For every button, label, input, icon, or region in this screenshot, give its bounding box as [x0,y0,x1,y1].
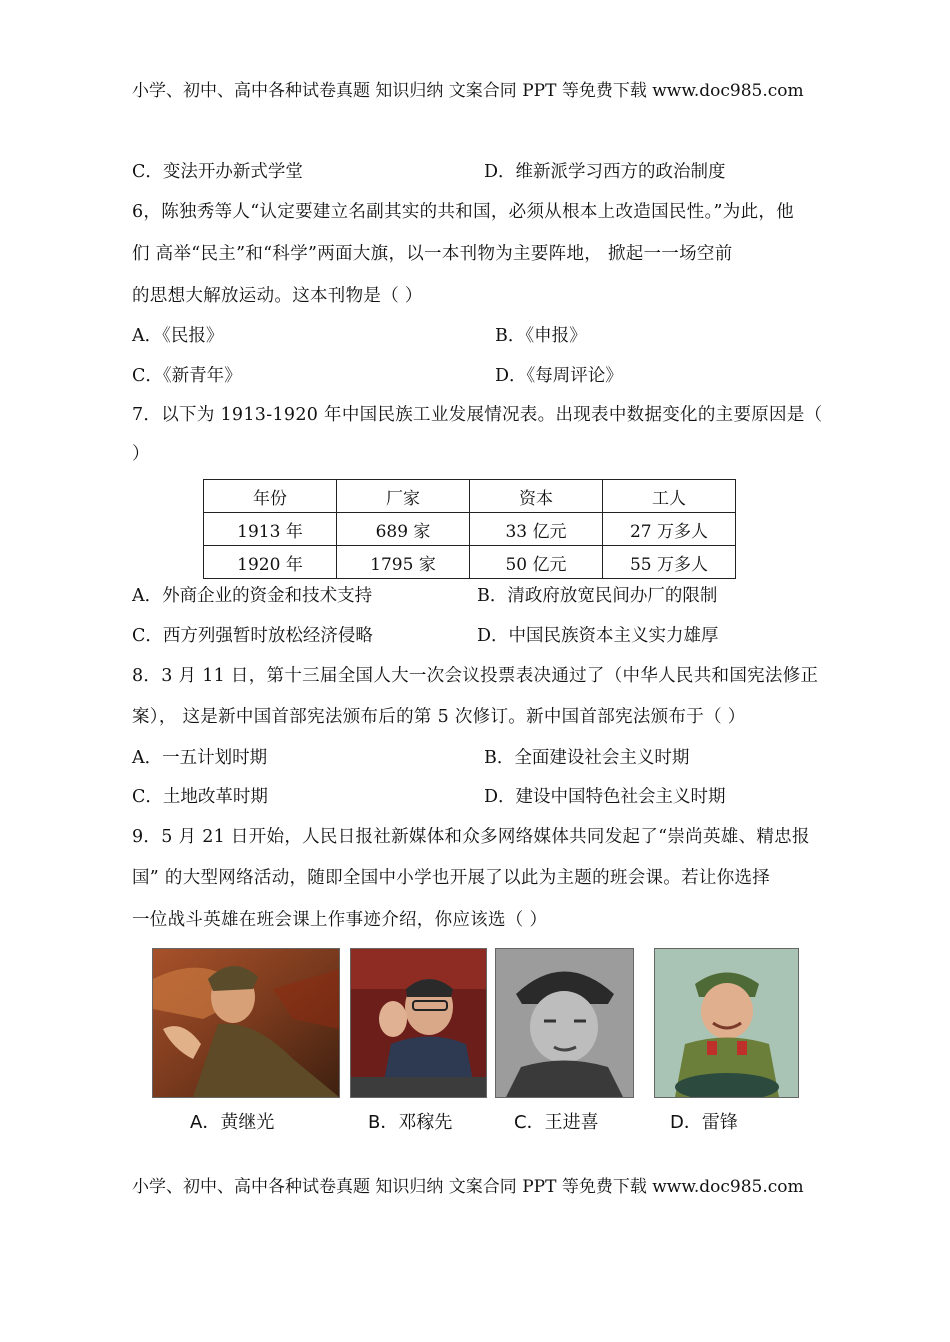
hero-photo-a [152,948,340,1098]
q9-stem-line-3: 一位战斗英雄在班会课上作事迹介绍，你应该选（ ） [132,910,548,930]
q8-option-d: D．建设中国特色社会主义时期 [484,787,726,807]
q8-option-b: B．全面建设社会主义时期 [484,748,690,768]
industry-table [203,479,736,579]
table-header-cell: 厂家 [337,480,470,513]
q8-stem-line-1: 8．3 月 11 日，第十三届全国人大一次会议投票表决通过了（中华人民共和国宪法修正 [132,666,819,686]
photo-caption-c: C．王进喜 [514,1112,599,1133]
q8-option-c: C．土地改革时期 [132,787,268,807]
hero-photo-b [350,948,487,1098]
table-cell: 27 万多人 [603,513,736,546]
q9-stem-line-1: 9．5 月 21 日开始，人民日报社新媒体和众多网络媒体共同发起了“崇尚英雄、精忠报 [132,827,810,847]
table-header-cell: 年份 [204,480,337,513]
q6-option-b: B．《申报》 [495,326,587,346]
table-cell: 1795 家 [337,546,470,579]
table-header-cell: 资本 [470,480,603,513]
table-row [204,546,736,579]
table-header-cell: 工人 [603,480,736,513]
q8-option-a: A．一五计划时期 [132,748,268,768]
photo-caption-d: D．雷锋 [670,1112,738,1133]
q7-option-c: C．西方列强暂时放松经济侵略 [132,626,373,646]
q7-stem-line-2: ） [132,444,150,464]
photo-caption-b: B．邓稼先 [368,1112,453,1133]
photo-caption-a: A．黄继光 [190,1112,275,1133]
q7-option-a: A．外商企业的资金和技术支持 [132,586,373,606]
q6-stem-line-1: 6，陈独秀等人“认定要建立名副其实的共和国，必须从根本上改造国民性。”为此，他 [132,202,794,222]
q9-stem-line-2: 国” 的大型网络活动，随即全国中小学也开展了以此为主题的班会课。若让你选择 [132,868,771,888]
q5-option-c: C．变法开办新式学堂 [132,162,303,182]
table-cell: 1920 年 [204,546,337,579]
q7-stem-line-1: 7．以下为 1913-1920 年中国民族工业发展情况表。出现表中数据变化的主要原因是（ [132,405,823,425]
q7-option-b: B．清政府放宽民间办厂的限制 [477,586,718,606]
q6-stem-line-2: 们 高举“民主”和“科学”两面大旗，以一本刊物为主要阵地， 掀起一一场空前 [132,244,733,264]
table-row [204,513,736,546]
page-header: 小学、初中、高中各种试卷真题 知识归纳 文案合同 PPT 等免费下载 www.doc985.com [132,81,804,101]
hero-photo-d [654,948,799,1098]
q6-option-c: C．《新青年》 [132,366,242,386]
table-header-row [204,480,736,513]
q6-stem-line-3: 的思想大解放运动。这本刊物是（ ） [132,286,423,306]
table-cell: 50 亿元 [470,546,603,579]
table-cell: 1913 年 [204,513,337,546]
q7-option-d: D．中国民族资本主义实力雄厚 [477,626,719,646]
q5-option-d: D．维新派学习西方的政治制度 [484,162,726,182]
table-cell: 689 家 [337,513,470,546]
page-footer: 小学、初中、高中各种试卷真题 知识归纳 文案合同 PPT 等免费下载 www.doc985.com [132,1177,804,1197]
q6-option-a: A．《民报》 [132,326,224,346]
table-cell: 55 万多人 [603,546,736,579]
table-cell: 33 亿元 [470,513,603,546]
q6-option-d: D．《每周评论》 [495,366,623,386]
q8-stem-line-2: 案）， 这是新中国首部宪法颁布后的第 5 次修订。新中国首部宪法颁布于（ ） [132,707,746,727]
hero-photo-c [495,948,634,1098]
